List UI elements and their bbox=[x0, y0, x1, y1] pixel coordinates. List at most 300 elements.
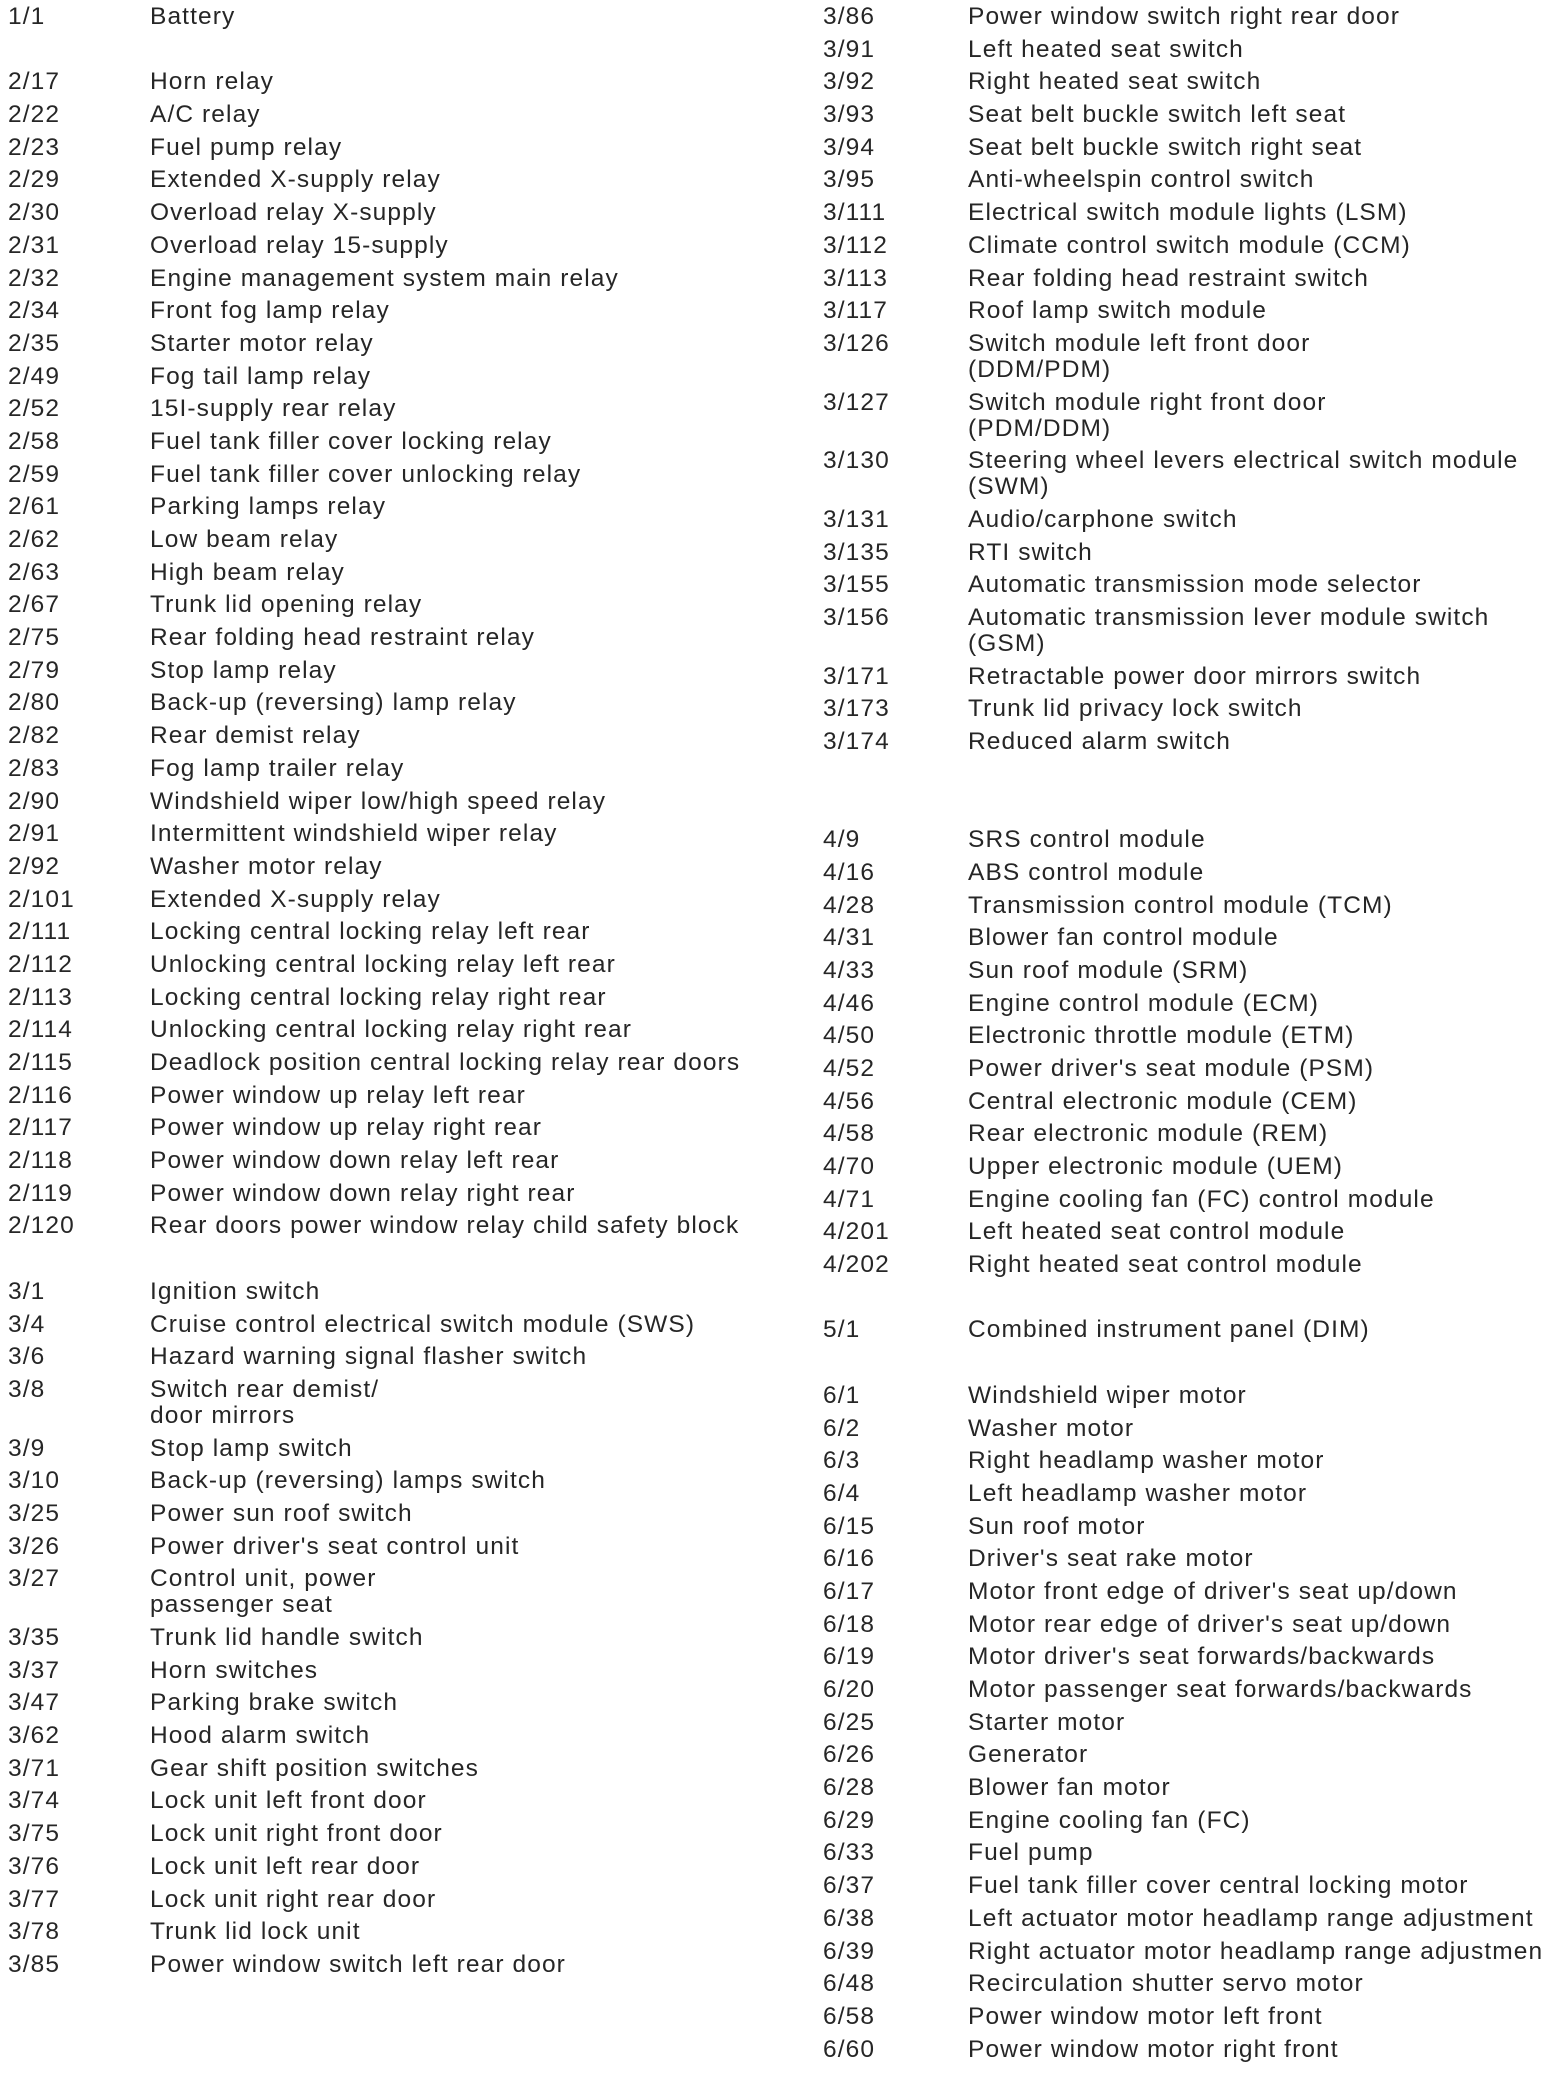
component-label: Parking lamps relay bbox=[150, 493, 387, 521]
component-row bbox=[8, 1566, 808, 1625]
component-label: Power window up relay right rear bbox=[150, 1114, 542, 1142]
component-row bbox=[8, 298, 808, 331]
component-row bbox=[823, 1939, 1550, 1972]
component-row bbox=[823, 664, 1550, 697]
component-row bbox=[8, 1723, 808, 1756]
component-label: Rear folding head restraint relay bbox=[150, 624, 535, 652]
component-label: Power window down relay right rear bbox=[150, 1179, 576, 1207]
component-code: 3/78 bbox=[8, 1918, 61, 1946]
component-label: Engine cooling fan (FC) control module bbox=[968, 1185, 1435, 1213]
component-code: 3/37 bbox=[8, 1656, 61, 1684]
component-code: 4/31 bbox=[823, 924, 876, 952]
component-row bbox=[8, 494, 808, 527]
component-label: Motor rear edge of driver's seat up/down bbox=[968, 1610, 1452, 1638]
component-row bbox=[8, 1312, 808, 1345]
component-label: Right heated seat switch bbox=[968, 68, 1262, 96]
component-row bbox=[8, 1854, 808, 1887]
component-code: 3/92 bbox=[823, 68, 876, 96]
component-row bbox=[823, 102, 1550, 135]
component-code: 3/117 bbox=[823, 297, 888, 325]
component-row bbox=[8, 1148, 808, 1181]
component-row bbox=[8, 1213, 808, 1246]
component-row bbox=[8, 1952, 808, 1985]
component-code: 6/18 bbox=[823, 1610, 876, 1638]
component-row bbox=[823, 1906, 1550, 1939]
component-label: Central electronic module (CEM) bbox=[968, 1087, 1358, 1115]
component-row bbox=[8, 1756, 808, 1789]
component-row bbox=[8, 1017, 808, 1050]
component-code: 4/28 bbox=[823, 891, 876, 919]
component-row bbox=[823, 2004, 1550, 2037]
component-row bbox=[823, 448, 1550, 507]
component-row bbox=[823, 860, 1550, 893]
component-code: 6/2 bbox=[823, 1414, 861, 1442]
component-code: 2/63 bbox=[8, 558, 61, 586]
component-label: Motor driver's seat forwards/backwards bbox=[968, 1643, 1436, 1671]
component-label: Unlocking central locking relay right rear bbox=[150, 1016, 632, 1044]
component-label: Left heated seat control module bbox=[968, 1218, 1346, 1246]
component-code: 3/130 bbox=[823, 447, 890, 475]
component-label: Power driver's seat module (PSM) bbox=[968, 1054, 1375, 1082]
section-spacer bbox=[8, 1246, 808, 1279]
component-row bbox=[8, 429, 808, 462]
component-row bbox=[823, 1612, 1550, 1645]
component-code: 3/93 bbox=[823, 101, 876, 129]
component-label: RTI switch bbox=[968, 538, 1093, 566]
component-code: 2/49 bbox=[8, 362, 61, 390]
component-label: Switch module right front door (PDM/DDM) bbox=[968, 388, 1327, 442]
component-label: High beam relay bbox=[150, 558, 345, 586]
component-row bbox=[8, 887, 808, 920]
component-label: Low beam relay bbox=[150, 526, 339, 553]
component-code: 3/71 bbox=[8, 1754, 61, 1782]
component-label: Extended X-supply relay bbox=[150, 885, 441, 913]
component-row bbox=[8, 690, 808, 723]
component-code: 4/70 bbox=[823, 1153, 876, 1181]
component-code: 3/113 bbox=[823, 264, 888, 292]
component-label: Fuel tank filler cover central locking motor bbox=[968, 1872, 1469, 1900]
component-code: 3/26 bbox=[8, 1532, 61, 1560]
component-row bbox=[823, 167, 1550, 200]
component-code: 4/52 bbox=[823, 1054, 876, 1082]
component-code: 3/47 bbox=[8, 1689, 61, 1717]
component-code: 2/82 bbox=[8, 722, 61, 750]
component-code: 2/61 bbox=[8, 493, 61, 521]
component-label: Electrical switch module lights (LSM) bbox=[968, 199, 1408, 227]
component-row bbox=[8, 200, 808, 233]
component-row bbox=[8, 1821, 808, 1854]
component-row bbox=[823, 1448, 1550, 1481]
component-row bbox=[823, 893, 1550, 926]
component-row bbox=[823, 200, 1550, 233]
component-label: Back-up (reversing) lamp relay bbox=[150, 689, 517, 717]
component-label: Rear doors power window relay child safety block bbox=[150, 1212, 740, 1240]
component-label: Horn relay bbox=[150, 68, 275, 96]
component-label: Right actuator motor headlamp range adjustmen bbox=[968, 1937, 1544, 1965]
component-row bbox=[8, 1468, 808, 1501]
component-row bbox=[8, 1658, 808, 1691]
component-row bbox=[8, 625, 808, 658]
component-row bbox=[8, 1788, 808, 1821]
component-row bbox=[8, 789, 808, 822]
component-code: 6/28 bbox=[823, 1774, 876, 1802]
component-code: 2/30 bbox=[8, 199, 61, 227]
component-row bbox=[8, 985, 808, 1018]
component-label: Rear demist relay bbox=[150, 722, 361, 750]
component-label: Overload relay X-supply bbox=[150, 199, 437, 227]
component-code: 6/17 bbox=[823, 1577, 876, 1605]
component-label: Locking central locking relay left rear bbox=[150, 918, 591, 946]
component-code: 3/10 bbox=[8, 1467, 61, 1495]
component-code: 3/8 bbox=[8, 1375, 46, 1403]
component-label: Sun roof motor bbox=[968, 1512, 1146, 1540]
component-code: 3/135 bbox=[823, 538, 890, 566]
component-label: Fog tail lamp relay bbox=[150, 362, 372, 390]
component-code: 2/112 bbox=[8, 950, 73, 978]
component-code: 6/20 bbox=[823, 1676, 876, 1704]
component-label: Deadlock position central locking relay rear doors bbox=[150, 1049, 741, 1076]
component-row bbox=[823, 1873, 1550, 1906]
component-label: Trunk lid opening relay bbox=[150, 591, 423, 619]
component-row bbox=[823, 37, 1550, 70]
component-label: Trunk lid lock unit bbox=[150, 1918, 361, 1946]
component-label: Power sun roof switch bbox=[150, 1499, 413, 1527]
component-row bbox=[8, 102, 808, 135]
component-row bbox=[823, 1121, 1550, 1154]
component-row bbox=[823, 1023, 1550, 1056]
left-component-column bbox=[8, 4, 808, 1985]
component-label: Lock unit left front door bbox=[150, 1787, 427, 1815]
component-row bbox=[823, 572, 1550, 605]
component-label: Stop lamp switch bbox=[150, 1434, 353, 1462]
component-label: Anti-wheelspin control switch bbox=[968, 166, 1315, 194]
component-label: Engine control module (ECM) bbox=[968, 989, 1320, 1017]
component-code: 2/52 bbox=[8, 395, 61, 423]
component-row bbox=[8, 1887, 808, 1920]
component-row bbox=[823, 1840, 1550, 1873]
section-spacer bbox=[823, 762, 1550, 827]
component-label: A/C relay bbox=[150, 101, 261, 129]
component-label: Power window down relay left rear bbox=[150, 1147, 560, 1175]
component-label: Hood alarm switch bbox=[150, 1722, 371, 1750]
component-code: 6/15 bbox=[823, 1512, 876, 1540]
component-code: 4/56 bbox=[823, 1087, 876, 1115]
component-row bbox=[8, 1377, 808, 1436]
section-spacer bbox=[8, 37, 808, 70]
component-row bbox=[823, 1056, 1550, 1089]
component-label: Locking central locking relay right rear bbox=[150, 983, 607, 1011]
component-label: Lock unit right rear door bbox=[150, 1885, 437, 1913]
component-label: Windshield wiper motor bbox=[968, 1381, 1247, 1409]
component-label: Back-up (reversing) lamps switch bbox=[150, 1467, 547, 1495]
component-label: Switch module left front door (DDM/PDM) bbox=[968, 329, 1311, 383]
component-row bbox=[8, 396, 808, 429]
component-label: Starter motor relay bbox=[150, 329, 374, 357]
component-row bbox=[823, 298, 1550, 331]
component-row bbox=[823, 1710, 1550, 1743]
component-code: 3/1 bbox=[8, 1277, 46, 1305]
component-label: Parking brake switch bbox=[150, 1689, 399, 1717]
component-code: 2/120 bbox=[8, 1212, 75, 1240]
component-label: Rear folding head restraint switch bbox=[968, 264, 1369, 292]
component-label: Retractable power door mirrors switch bbox=[968, 662, 1422, 690]
component-code: 6/37 bbox=[823, 1872, 876, 1900]
component-label: Combined instrument panel (DIM) bbox=[968, 1316, 1370, 1344]
component-row bbox=[8, 723, 808, 756]
component-row bbox=[8, 266, 808, 299]
component-row bbox=[8, 167, 808, 200]
component-row bbox=[823, 1742, 1550, 1775]
component-code: 3/171 bbox=[823, 662, 890, 690]
component-row bbox=[8, 1050, 808, 1083]
component-label: Seat belt buckle switch right seat bbox=[968, 133, 1363, 161]
component-row bbox=[8, 1690, 808, 1723]
component-row bbox=[823, 729, 1550, 762]
component-label: Seat belt buckle switch left seat bbox=[968, 101, 1347, 129]
component-label: Washer motor relay bbox=[150, 852, 383, 880]
component-code: 4/71 bbox=[823, 1185, 876, 1213]
component-code: 6/25 bbox=[823, 1708, 876, 1736]
component-row bbox=[8, 462, 808, 495]
component-row bbox=[823, 1579, 1550, 1612]
component-label: Generator bbox=[968, 1741, 1089, 1769]
component-row bbox=[8, 560, 808, 593]
component-code: 3/85 bbox=[8, 1950, 61, 1978]
component-code: 2/83 bbox=[8, 754, 61, 782]
component-code: 2/58 bbox=[8, 427, 61, 455]
component-label: Automatic transmission mode selector bbox=[968, 571, 1422, 599]
component-label: Power window switch right rear door bbox=[968, 3, 1401, 30]
component-code: 3/91 bbox=[823, 35, 876, 63]
component-code: 3/126 bbox=[823, 329, 890, 357]
component-row bbox=[8, 952, 808, 985]
component-code: 3/94 bbox=[823, 133, 876, 161]
component-row bbox=[823, 69, 1550, 102]
component-label: Right heated seat control module bbox=[968, 1251, 1363, 1279]
component-label: Trunk lid handle switch bbox=[150, 1624, 424, 1651]
component-row bbox=[8, 1534, 808, 1567]
component-code: 6/1 bbox=[823, 1381, 861, 1409]
component-code: 3/95 bbox=[823, 166, 876, 194]
component-label: Fog lamp trailer relay bbox=[150, 754, 405, 782]
component-code: 3/9 bbox=[8, 1434, 46, 1462]
component-label: Left actuator motor headlamp range adjustment bbox=[968, 1904, 1534, 1932]
component-row bbox=[823, 1775, 1550, 1808]
component-code: 2/35 bbox=[8, 329, 61, 357]
component-code: 6/16 bbox=[823, 1545, 876, 1573]
component-code: 2/17 bbox=[8, 68, 61, 96]
component-code: 2/22 bbox=[8, 101, 61, 129]
component-row bbox=[8, 135, 808, 168]
section-spacer bbox=[823, 1350, 1550, 1383]
component-code: 4/9 bbox=[823, 826, 861, 854]
component-row bbox=[823, 958, 1550, 991]
component-code: 2/67 bbox=[8, 591, 61, 619]
component-code: 4/50 bbox=[823, 1022, 876, 1050]
component-code: 5/1 bbox=[823, 1316, 861, 1344]
component-row bbox=[823, 827, 1550, 860]
component-label: Control unit, power passenger seat bbox=[150, 1565, 377, 1619]
component-label: Horn switches bbox=[150, 1656, 319, 1684]
component-code: 2/75 bbox=[8, 624, 61, 652]
component-label: Left heated seat switch bbox=[968, 35, 1244, 63]
component-label: 15I-supply rear relay bbox=[150, 395, 397, 423]
component-label: Rear electronic module (REM) bbox=[968, 1120, 1329, 1148]
component-label: Battery bbox=[150, 3, 236, 30]
component-row bbox=[823, 540, 1550, 573]
component-code: 2/79 bbox=[8, 656, 61, 684]
component-code: 3/76 bbox=[8, 1852, 61, 1880]
component-code: 6/39 bbox=[823, 1937, 876, 1965]
component-code: 2/23 bbox=[8, 133, 61, 161]
component-label: Cruise control electrical switch module (SWS) bbox=[150, 1310, 696, 1338]
component-code: 2/115 bbox=[8, 1049, 73, 1076]
component-label: Left headlamp washer motor bbox=[968, 1479, 1308, 1507]
component-label: Steering wheel levers electrical switch module (SWM) bbox=[968, 447, 1519, 501]
component-row bbox=[8, 1501, 808, 1534]
component-code: 4/33 bbox=[823, 956, 876, 984]
component-label: Fuel pump relay bbox=[150, 133, 343, 161]
component-label: Blower fan motor bbox=[968, 1774, 1171, 1802]
component-label: Audio/carphone switch bbox=[968, 505, 1238, 533]
component-label: Climate control switch module (CCM) bbox=[968, 231, 1411, 259]
component-row bbox=[823, 925, 1550, 958]
component-label: Unlocking central locking relay left rear bbox=[150, 950, 616, 978]
component-label: Transmission control module (TCM) bbox=[968, 891, 1393, 919]
component-row bbox=[823, 1154, 1550, 1187]
component-code: 3/4 bbox=[8, 1310, 46, 1338]
component-label: Lock unit left rear door bbox=[150, 1852, 421, 1880]
component-label: Motor passenger seat forwards/backwards bbox=[968, 1676, 1473, 1704]
component-code: 4/58 bbox=[823, 1120, 876, 1148]
component-row bbox=[823, 1089, 1550, 1122]
component-row bbox=[8, 69, 808, 102]
component-row bbox=[823, 1252, 1550, 1285]
component-row bbox=[8, 1919, 808, 1952]
component-code: 3/112 bbox=[823, 231, 888, 259]
component-code: 3/111 bbox=[823, 199, 887, 227]
component-row bbox=[8, 658, 808, 691]
component-code: 6/58 bbox=[823, 2002, 876, 2030]
component-label: Trunk lid privacy lock switch bbox=[968, 695, 1303, 723]
component-row bbox=[8, 233, 808, 266]
component-row bbox=[823, 1808, 1550, 1841]
component-row bbox=[823, 1971, 1550, 2004]
component-code: 3/77 bbox=[8, 1885, 61, 1913]
component-row bbox=[823, 1677, 1550, 1710]
component-label: Power window up relay left rear bbox=[150, 1081, 526, 1109]
component-label: Sun roof module (SRM) bbox=[968, 956, 1249, 984]
component-label: Front fog lamp relay bbox=[150, 297, 390, 325]
component-code: 2/80 bbox=[8, 689, 61, 717]
component-row bbox=[823, 1383, 1550, 1416]
component-row bbox=[823, 1481, 1550, 1514]
component-row bbox=[823, 390, 1550, 449]
component-label: Power window motor left front bbox=[968, 2002, 1323, 2030]
component-code: 3/155 bbox=[823, 571, 890, 599]
component-label: Starter motor bbox=[968, 1708, 1126, 1736]
component-row bbox=[823, 991, 1550, 1024]
component-code: 3/74 bbox=[8, 1787, 61, 1815]
component-label: Washer motor bbox=[968, 1414, 1135, 1442]
component-row bbox=[823, 696, 1550, 729]
component-label: Overload relay 15-supply bbox=[150, 231, 449, 259]
component-code: 6/60 bbox=[823, 2035, 876, 2063]
component-row bbox=[823, 1187, 1550, 1220]
component-code: 3/131 bbox=[823, 505, 890, 533]
component-code: 3/35 bbox=[8, 1624, 61, 1651]
component-code: 3/25 bbox=[8, 1499, 61, 1527]
component-label: Power driver's seat control unit bbox=[150, 1532, 520, 1560]
component-row bbox=[8, 4, 808, 37]
component-row bbox=[823, 1514, 1550, 1547]
component-row bbox=[8, 756, 808, 789]
component-code: 2/113 bbox=[8, 983, 73, 1011]
component-label: Power window switch left rear door bbox=[150, 1950, 566, 1978]
component-row bbox=[8, 821, 808, 854]
component-row bbox=[8, 331, 808, 364]
component-row bbox=[823, 331, 1550, 390]
component-code: 2/31 bbox=[8, 231, 61, 259]
component-code: 4/46 bbox=[823, 989, 876, 1017]
component-label: Switch rear demist/ door mirrors bbox=[150, 1375, 380, 1429]
component-row bbox=[8, 527, 808, 560]
component-row bbox=[823, 135, 1550, 168]
component-label: Recirculation shutter servo motor bbox=[968, 1970, 1364, 1998]
component-row bbox=[8, 1181, 808, 1214]
component-label: Upper electronic module (UEM) bbox=[968, 1153, 1344, 1181]
component-row bbox=[8, 364, 808, 397]
component-label: Hazard warning signal flasher switch bbox=[150, 1343, 588, 1371]
component-code: 3/173 bbox=[823, 695, 890, 723]
component-code: 2/119 bbox=[8, 1179, 73, 1207]
component-label: Roof lamp switch module bbox=[968, 297, 1267, 325]
component-row bbox=[823, 1219, 1550, 1252]
component-code: 6/4 bbox=[823, 1479, 861, 1507]
component-code: 6/3 bbox=[823, 1447, 861, 1475]
component-code: 3/27 bbox=[8, 1565, 61, 1593]
component-code: 3/174 bbox=[823, 728, 890, 756]
component-code: 2/114 bbox=[8, 1016, 73, 1044]
component-label: Stop lamp relay bbox=[150, 656, 337, 684]
component-row bbox=[8, 1083, 808, 1116]
component-label: Driver's seat rake motor bbox=[968, 1545, 1254, 1573]
component-code: 3/156 bbox=[823, 604, 890, 631]
component-row bbox=[823, 1644, 1550, 1677]
component-label: Right headlamp washer motor bbox=[968, 1447, 1325, 1475]
component-row bbox=[8, 1625, 808, 1658]
component-code: 4/16 bbox=[823, 858, 876, 886]
component-label: Lock unit right front door bbox=[150, 1820, 443, 1848]
component-code: 2/62 bbox=[8, 526, 61, 553]
component-label: Engine cooling fan (FC) bbox=[968, 1806, 1251, 1834]
component-code: 2/90 bbox=[8, 787, 61, 815]
component-label: Engine management system main relay bbox=[150, 264, 619, 292]
component-row bbox=[823, 4, 1550, 37]
component-code: 3/62 bbox=[8, 1722, 61, 1750]
component-label: SRS control module bbox=[968, 826, 1206, 854]
component-row bbox=[823, 2037, 1550, 2070]
component-code: 3/75 bbox=[8, 1820, 61, 1848]
component-row bbox=[8, 1436, 808, 1469]
component-row bbox=[8, 1115, 808, 1148]
component-row bbox=[823, 266, 1550, 299]
component-code: 1/1 bbox=[8, 3, 46, 30]
component-code: 6/29 bbox=[823, 1806, 876, 1834]
component-label: Gear shift position switches bbox=[150, 1754, 480, 1782]
component-code: 2/91 bbox=[8, 820, 61, 848]
component-row bbox=[823, 233, 1550, 266]
